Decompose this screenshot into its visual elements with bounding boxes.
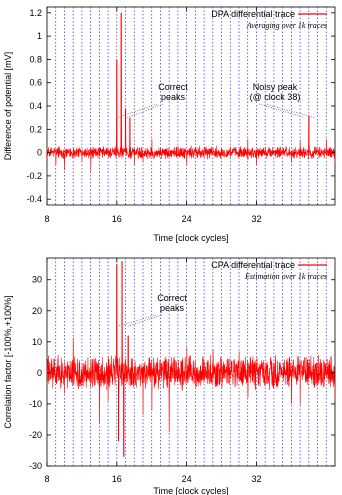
cpa-y-tick-label: 30	[31, 274, 42, 285]
cpa-y-tick-label: 0	[36, 367, 42, 378]
cpa-annotation-text: Correct	[157, 293, 187, 303]
dpa-ticks	[26, 7, 335, 224]
dpa-chart	[3, 7, 335, 243]
cpa-y-tick-label: -30	[28, 461, 42, 471]
dpa-y-tick-label: 0.2	[29, 124, 42, 135]
dpa-annotation-pointer	[127, 104, 163, 118]
dpa-x-tick-label: 16	[111, 214, 122, 224]
dpa-y-tick-label: 0.8	[29, 54, 42, 65]
cpa-legend-label: CPA differential trace	[211, 260, 295, 270]
cpa-plot-area	[47, 258, 335, 466]
dpa-annotation	[250, 82, 315, 118]
cpa-x-tick-label: 16	[111, 474, 122, 484]
dpa-x-tick-label: 32	[251, 214, 262, 224]
cpa-annotation-text: peaks	[159, 303, 185, 313]
dpa-legend-note: Averaging over 1k traces	[246, 21, 327, 30]
cpa-chart	[3, 258, 335, 495]
dpa-legend	[211, 9, 327, 30]
dpa-x-tick-label: 24	[181, 214, 192, 224]
dpa-y-tick-label: -0.4	[26, 194, 42, 205]
dpa-plot-frame	[47, 7, 335, 205]
dpa-y-tick-label: 1	[36, 31, 42, 42]
cpa-legend	[211, 260, 327, 281]
dpa-legend-label: DPA differential trace	[211, 9, 295, 19]
cpa-x-axis-label: Time [clock cycles]	[153, 486, 229, 495]
dpa-x-axis-label: Time [clock cycles]	[153, 233, 229, 243]
dpa-y-tick-label: 0.4	[29, 101, 42, 111]
dpa-annotation-text: Correct	[158, 82, 188, 92]
dpa-x-tick-label: 8	[44, 214, 50, 224]
dpa-y-tick-label: 0	[36, 147, 42, 158]
dpa-annotation-pointer	[259, 104, 305, 118]
dpa-annotation-text: (@ clock 38)	[249, 92, 301, 102]
dpa-y-tick-label: 1.2	[29, 7, 42, 18]
dpa-y-axis-label: Difference of potential [mV]	[3, 51, 13, 161]
dpa-grid	[56, 7, 327, 205]
dpa-annotation-text: peaks	[160, 92, 186, 102]
dpa-annotation-pointer	[265, 104, 315, 118]
cpa-y-tick-label: -10	[28, 398, 42, 409]
cpa-y-axis-label: Correlation factor [-100%,+100%]	[3, 295, 13, 429]
cpa-y-tick-label: 10	[31, 336, 42, 347]
dpa-annotation-text: Noisy peak	[252, 82, 298, 92]
cpa-plot-frame	[47, 258, 335, 466]
cpa-annotation-pointer	[117, 315, 156, 326]
cpa-annotation	[117, 293, 187, 326]
cpa-y-tick-label: -20	[28, 429, 42, 440]
dpa-plot-area	[47, 7, 335, 205]
cpa-series-line	[47, 261, 335, 457]
dpa-y-tick-label: 0.6	[29, 77, 42, 88]
cpa-x-tick-label: 32	[251, 474, 262, 484]
cpa-y-tick-label: 20	[31, 305, 42, 316]
dpa-annotation-pointer	[117, 104, 157, 118]
cpa-x-tick-label: 24	[181, 474, 192, 484]
cpa-legend-note: Estimation over 1k traces	[245, 272, 327, 281]
dpa-y-tick-label: -0.2	[26, 170, 42, 181]
cpa-x-tick-label: 8	[44, 474, 50, 484]
dpa-annotations	[117, 82, 315, 118]
cpa-annotations	[117, 293, 187, 326]
cpa-series	[47, 261, 335, 457]
cpa-annotation-pointer	[127, 315, 162, 326]
